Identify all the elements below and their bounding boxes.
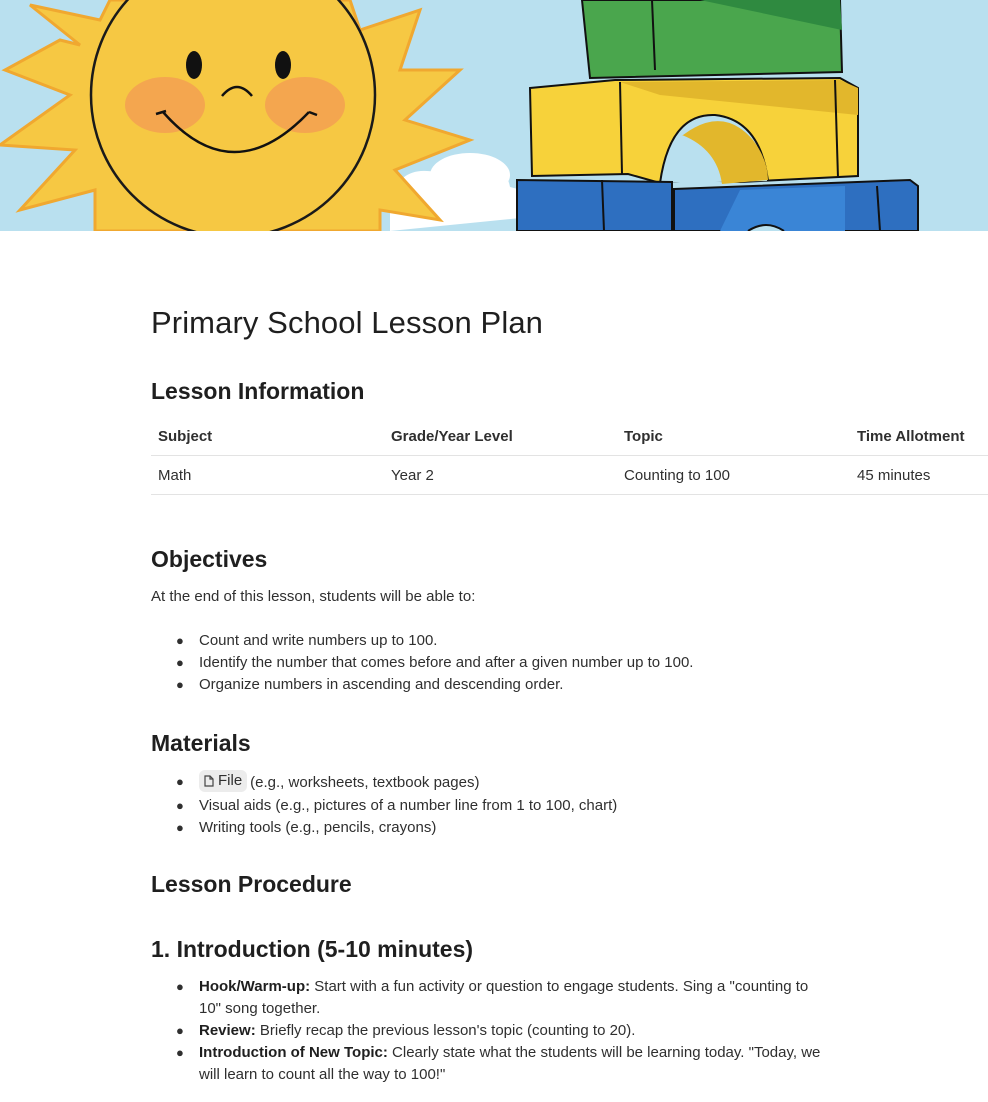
- list-item[interactable]: ● Count and write numbers up to 100.: [151, 630, 693, 652]
- list-item[interactable]: ● Identify the number that comes before and after a given number up to 100.: [151, 652, 693, 674]
- table-header-topic[interactable]: Topic: [624, 427, 663, 445]
- table-header-row: [151, 417, 988, 456]
- list-item[interactable]: ● Hook/Warm-up: Start with a fun activity or question to engage students. Sing a "counting to 10" song together.: [176, 978, 809, 1017]
- table-header-time[interactable]: Time Allotment: [857, 427, 965, 445]
- heading-objectives: Objectives: [151, 546, 268, 572]
- introduction-list: [151, 976, 831, 1086]
- page-title[interactable]: Primary School Lesson Plan: [151, 305, 544, 340]
- table-row: [151, 456, 988, 495]
- list-item[interactable]: ● File (e.g., worksheets, textbook pages): [151, 770, 617, 795]
- table-cell-topic[interactable]: Counting to 100: [624, 466, 730, 484]
- table-cell-grade[interactable]: Year 2: [391, 466, 434, 484]
- objectives-intro[interactable]: At the end of this lesson, students will be able to:: [151, 588, 476, 605]
- list-item[interactable]: ● Organize numbers in ascending and descending order.: [151, 674, 693, 696]
- table-header-grade[interactable]: Grade/Year Level: [391, 427, 513, 445]
- table-cell-time[interactable]: 45 minutes: [857, 466, 931, 484]
- bullet-icon: ●: [176, 774, 184, 789]
- bullet-icon: ●: [176, 1045, 184, 1060]
- bullet-icon: ●: [176, 655, 184, 670]
- file-attachment-chip[interactable]: File: [199, 770, 247, 792]
- lesson-information-table: [151, 417, 988, 495]
- heading-introduction: 1. Introduction (5-10 minutes): [151, 936, 474, 962]
- heading-lesson-procedure: Lesson Procedure: [151, 871, 352, 897]
- bullet-icon: ●: [176, 633, 184, 648]
- bullet-icon: ●: [176, 677, 184, 692]
- heading-materials: Materials: [151, 730, 251, 756]
- bullet-icon: ●: [176, 820, 184, 835]
- objectives-list: [151, 630, 693, 696]
- file-icon: [204, 775, 214, 787]
- list-item[interactable]: ● Visual aids (e.g., pictures of a number line from 1 to 100, chart): [151, 795, 617, 817]
- list-item[interactable]: ● Introduction of New Topic: Clearly state what the students will be learning today. "Today, we will learn to count all the way to 100!": [176, 1044, 821, 1083]
- list-item[interactable]: ● Review: Briefly recap the previous lesson's topic (counting to 20).: [151, 1020, 831, 1042]
- cover-image: [0, 0, 988, 231]
- table-cell-subject[interactable]: Math: [158, 466, 192, 484]
- list-item[interactable]: ● Writing tools (e.g., pencils, crayons): [151, 817, 617, 839]
- table-header-subject[interactable]: Subject: [158, 427, 213, 445]
- materials-list: [151, 770, 617, 839]
- bullet-icon: ●: [176, 798, 184, 813]
- bullet-icon: ●: [176, 979, 184, 994]
- bullet-icon: ●: [176, 1023, 184, 1038]
- sun-and-blocks-illustration: [0, 0, 988, 231]
- heading-lesson-information: Lesson Information: [151, 378, 365, 404]
